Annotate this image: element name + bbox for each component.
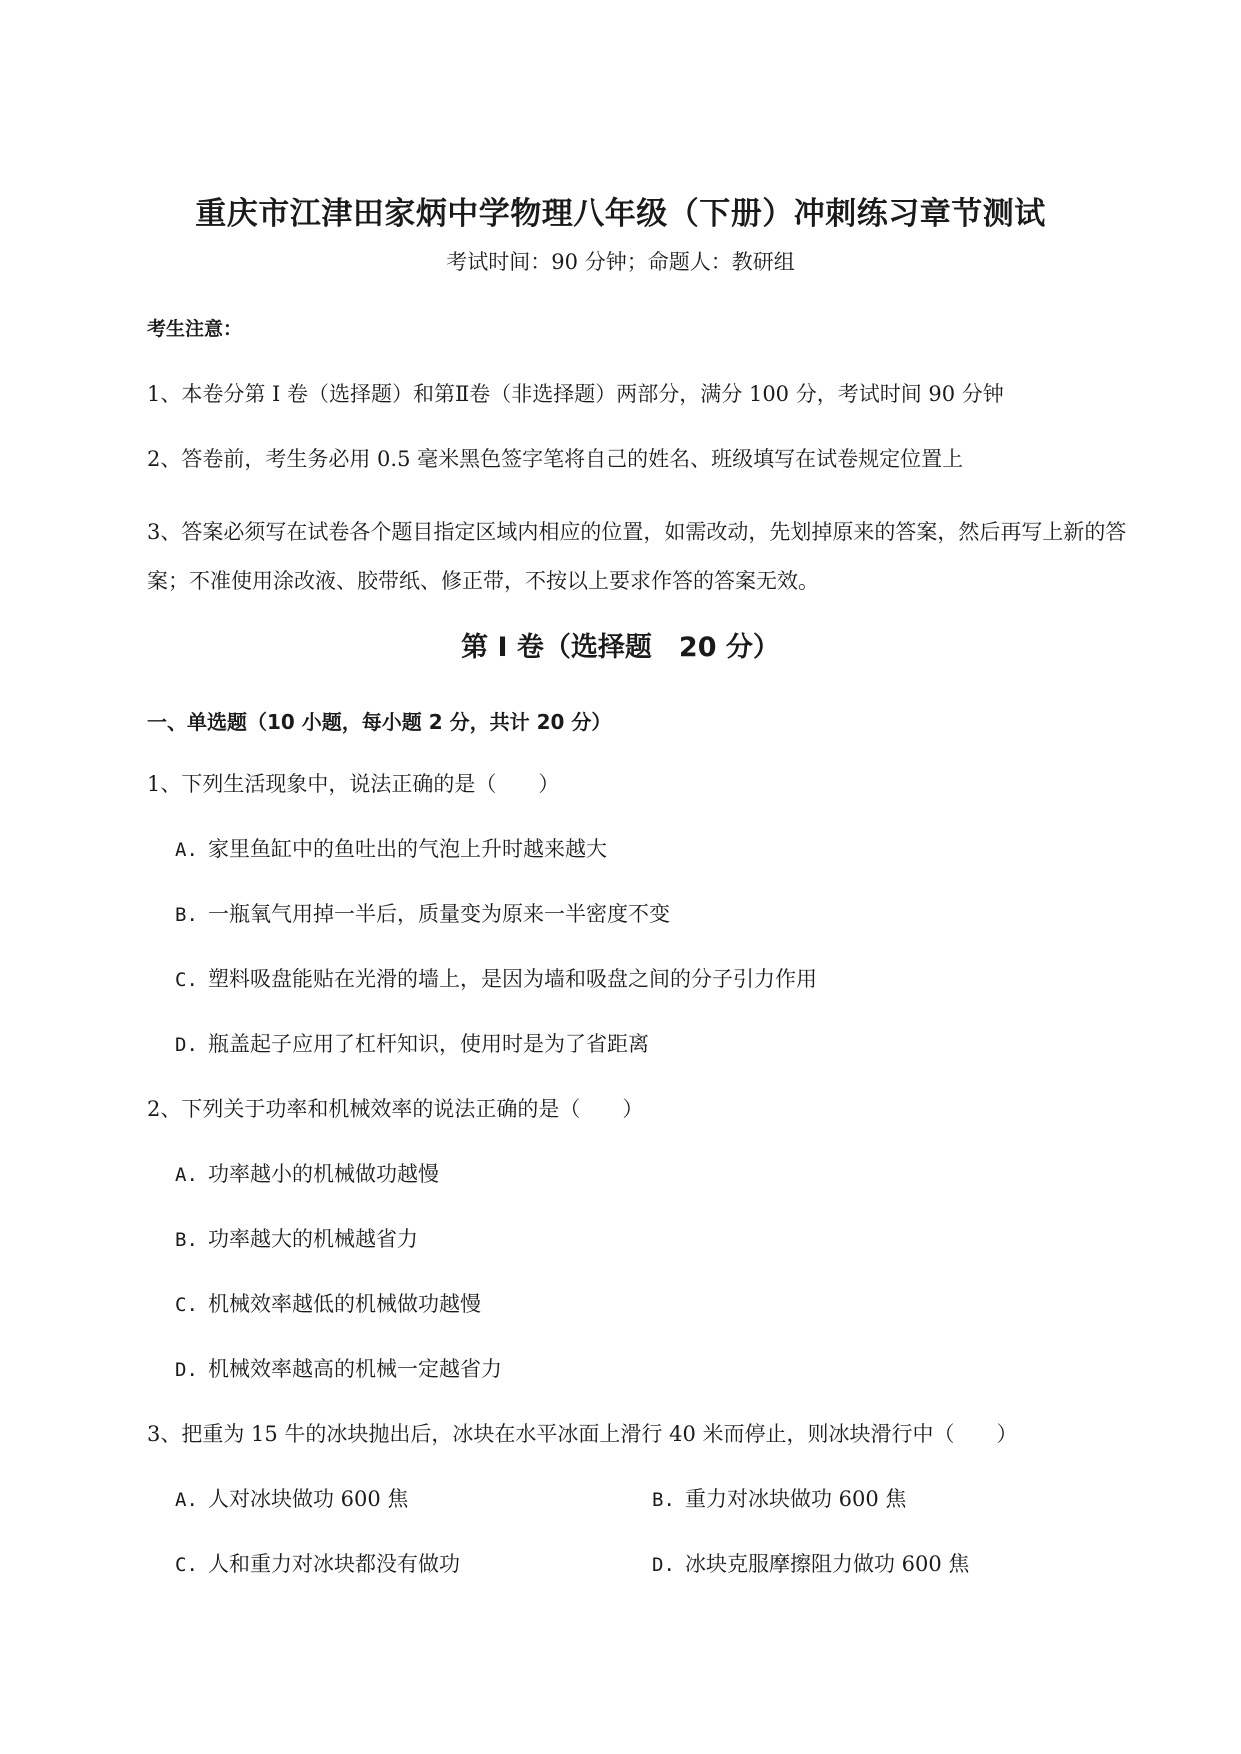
option-text: 家里鱼缸中的鱼吐出的气泡上升时越来越大: [208, 837, 607, 861]
option-text: 功率越大的机械越省力: [208, 1227, 418, 1251]
option-text: 冰块克服摩擦阻力做功 600 焦: [685, 1552, 970, 1576]
option-text: 瓶盖起子应用了杠杆知识，使用时是为了省距离: [208, 1032, 649, 1056]
question-stem: 1、下列生活现象中，说法正确的是（ ）: [147, 772, 560, 796]
option-letter: C.: [175, 969, 198, 991]
page-title: 重庆市江津田家炳中学物理八年级（下册）冲刺练习章节测试: [195, 196, 1046, 232]
section-title: 第 I 卷（选择题 20 分）: [461, 632, 780, 663]
option-letter: A.: [175, 1164, 198, 1186]
option-item[interactable]: [175, 1223, 418, 1253]
option-item[interactable]: [175, 1353, 502, 1383]
option-letter: B.: [175, 904, 198, 926]
option-letter: A.: [175, 1489, 198, 1511]
option-text: 人对冰块做功 600 焦: [208, 1487, 409, 1511]
option-item[interactable]: [175, 1028, 649, 1058]
option-letter: C.: [175, 1294, 198, 1316]
notice-item: 2、答卷前，考生务必用 0.5 毫米黑色签字笔将自己的姓名、班级填写在试卷规定位置上: [147, 447, 964, 471]
option-item[interactable]: [175, 833, 607, 863]
option-letter: A.: [175, 839, 198, 861]
option-item[interactable]: [652, 1483, 906, 1513]
option-item[interactable]: [175, 963, 817, 993]
option-item[interactable]: [175, 898, 670, 928]
exam-info: 考试时间：90 分钟；命题人：教研组: [446, 250, 795, 274]
option-item[interactable]: [652, 1548, 969, 1578]
option-text: 机械效率越高的机械一定越省力: [208, 1357, 502, 1381]
option-item[interactable]: [175, 1548, 460, 1578]
option-text: 机械效率越低的机械做功越慢: [208, 1292, 481, 1316]
option-text: 塑料吸盘能贴在光滑的墙上，是因为墙和吸盘之间的分子引力作用: [208, 967, 817, 991]
option-letter: C.: [175, 1554, 198, 1576]
option-text: 功率越小的机械做功越慢: [208, 1162, 439, 1186]
option-letter: D.: [652, 1554, 675, 1576]
notice-item: 1、本卷分第 I 卷（选择题）和第Ⅱ卷（非选择题）两部分，满分 100 分，考试时间 90 分钟: [147, 382, 1004, 406]
option-item[interactable]: [175, 1288, 481, 1318]
option-text: 人和重力对冰块都没有做功: [208, 1552, 460, 1576]
question-stem: 2、下列关于功率和机械效率的说法正确的是（ ）: [147, 1097, 644, 1121]
option-item[interactable]: [175, 1483, 408, 1513]
part-heading: 一、单选题（10 小题，每小题 2 分，共计 20 分）: [147, 710, 612, 734]
notice-heading: 考生注意：: [147, 318, 243, 340]
notice-item: 3、答案必须写在试卷各个题目指定区域内相应的位置，如需改动，先划掉原来的答案，然后再写上新的答案；不准使用涂改液、胶带纸、修正带，不按以上要求作答的答案无效。: [147, 520, 1127, 593]
option-text: 重力对冰块做功 600 焦: [685, 1487, 907, 1511]
option-letter: B.: [175, 1229, 198, 1251]
option-letter: D.: [175, 1034, 198, 1056]
option-item[interactable]: [175, 1158, 439, 1188]
option-text: 一瓶氧气用掉一半后，质量变为原来一半密度不变: [208, 902, 670, 926]
option-letter: B.: [652, 1489, 675, 1511]
question-stem: 3、把重为 15 牛的冰块抛出后，冰块在水平冰面上滑行 40 米而停止，则冰块滑行中（ ）: [147, 1422, 1018, 1446]
option-letter: D.: [175, 1359, 198, 1381]
